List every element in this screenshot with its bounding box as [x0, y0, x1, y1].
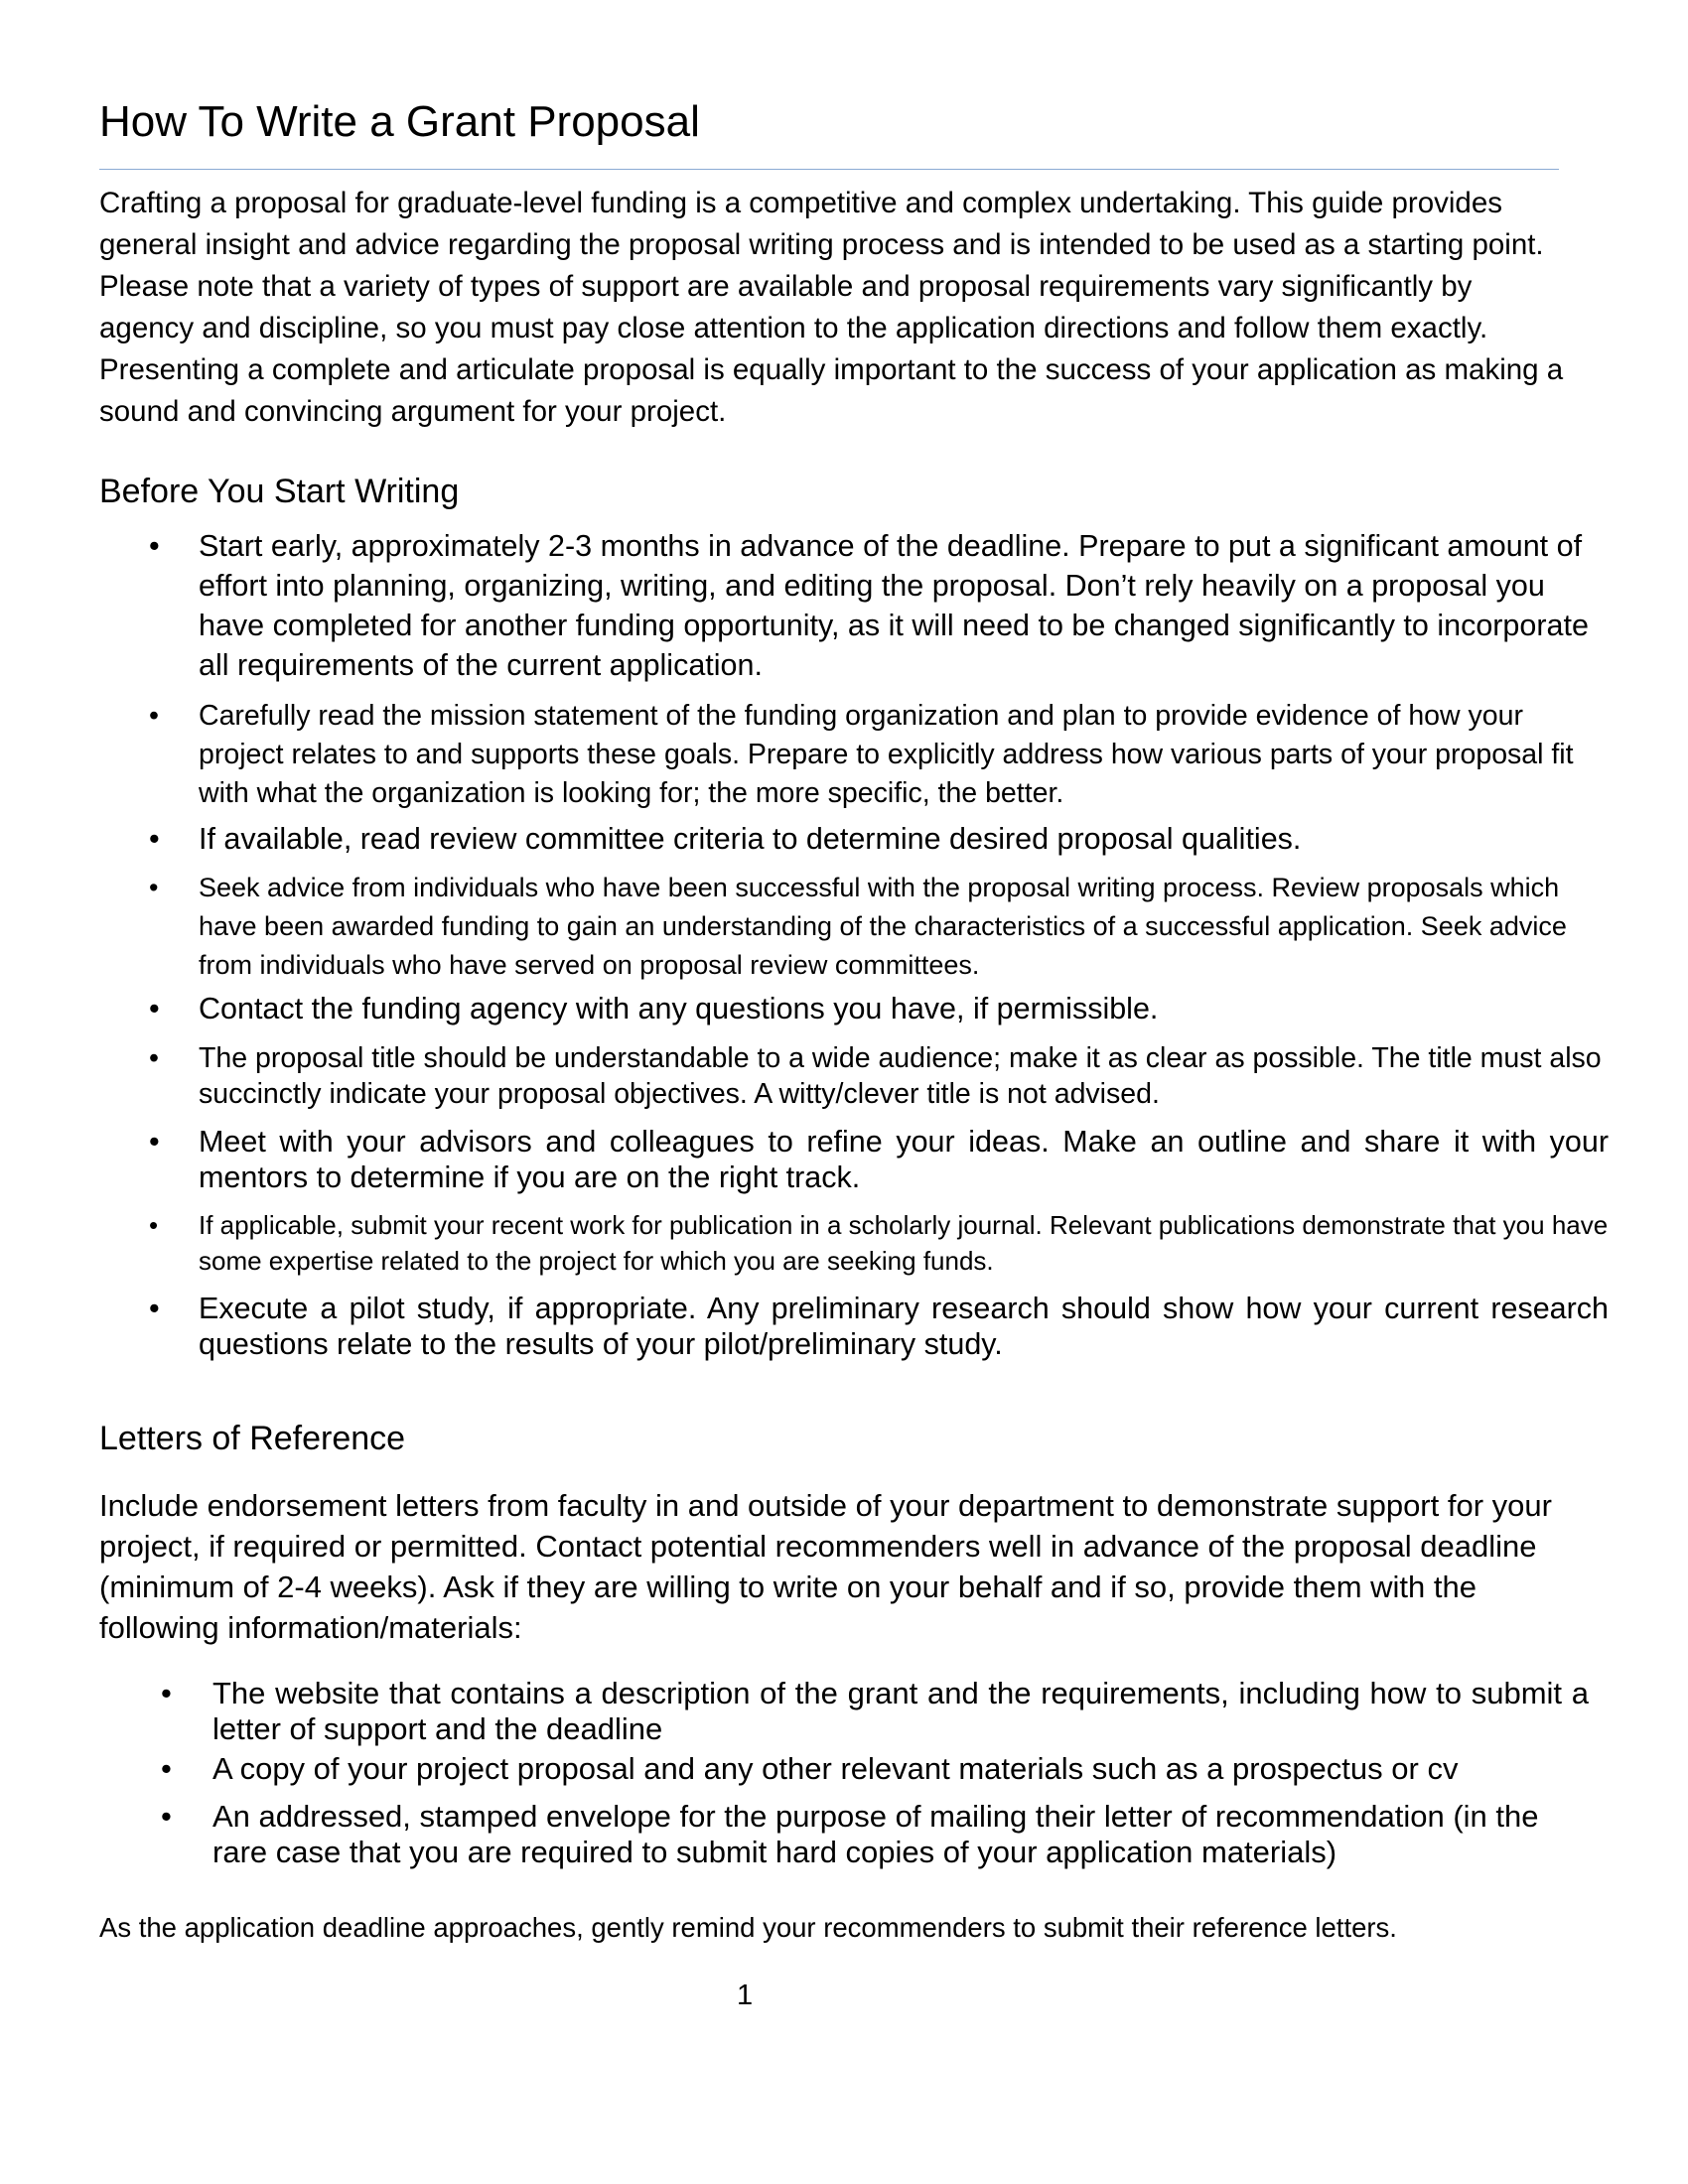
list-item: [99, 697, 1609, 813]
bullet-icon: •: [149, 1042, 159, 1074]
page-number: 1: [737, 1979, 754, 2011]
intro-paragraph: Crafting a proposal for graduate-level funding is a competitive and complex undertaking. This guide provides general insight and advice regarding the proposal writing process and is intended to be used as a starting point. Please note that a variety of types of support are available and proposal requirements vary significantly by agency and discipline, so you must pay close attention to the application directions and follow them exactly. Presenting a complete and articulate proposal is equally important to the success of your application as making a sound and convincing argument for your project.: [99, 187, 1564, 428]
before-you-start-list: [99, 526, 1609, 1374]
list-item-text: Execute a pilot study, if appropriate. Any preliminary research should show how your current research questions relate to the results of your pilot/preliminary study.: [199, 1292, 1609, 1361]
letters-paragraph: Include endorsement letters from faculty in and outside of your department to demonstrate support for your project, if required or permitted. Contact potential recommenders well in advance of the proposal deadline (minimum of 2-4 weeks). Ask if they are willing to write on your behalf and if so, provide them with the following information/materials:: [99, 1488, 1552, 1645]
bullet-icon: •: [149, 1125, 160, 1159]
list-item-text: Meet with your advisors and colleagues to refine your ideas. Make an outline and share it with your mentors to determine if you are on the right track.: [199, 1125, 1609, 1194]
list-item-text: If applicable, submit your recent work for publication in a scholarly journal. Relevant publications demonstrate that you have some expertise related to the project for which you are seeking funds.: [199, 1210, 1609, 1276]
list-item-text: The proposal title should be understandable to a wide audience; make it as clear as possible. The title must also succinctly indicate your proposal objectives. A witty/clever title is not advised.: [199, 1042, 1602, 1110]
closing-paragraph: As the application deadline approaches, gently remind your recommenders to submit their reference letters.: [99, 1912, 1397, 1943]
list-item-text: The website that contains a description of the grant and the requirements, including how to submit a letter of support and the deadline: [212, 1676, 1589, 1746]
bullet-icon: •: [149, 873, 159, 902]
list-item-text: A copy of your project proposal and any other relevant materials such as a prospectus or cv: [212, 1751, 1459, 1786]
list-item: [99, 526, 1609, 685]
letters-list: [99, 1676, 1589, 1870]
list-item-text: Contact the funding agency with any questions you have, if permissible.: [199, 992, 1159, 1025]
list-item: [99, 1676, 1589, 1747]
bullet-icon: •: [149, 529, 160, 563]
list-item: [99, 1040, 1609, 1112]
list-item-text: Seek advice from individuals who have been successful with the proposal writing process. Review proposals which have been awarded funding to gain an understanding of the characteristics of a successful application. Seek advice from individuals who have served on proposal review committees.: [199, 873, 1567, 980]
bullet-icon: •: [161, 1799, 172, 1834]
list-item-text: If available, read review committee criteria to determine desired proposal qualities.: [199, 822, 1302, 856]
bullet-icon: •: [149, 992, 160, 1025]
list-item: [99, 1207, 1609, 1279]
list-item-text: Start early, approximately 2-3 months in advance of the deadline. Prepare to put a significant amount of effort into planning, organizing, writing, and editing the proposal. Don’t rely heavily on a proposal you have completed for another funding opportunity, as it will need to be changed significantly to incorporate all requirements of the current application.: [199, 529, 1589, 682]
list-item: [99, 819, 1609, 859]
section-heading-letters-of-reference: Letters of Reference: [99, 1420, 406, 1457]
section-heading-before-you-start: Before You Start Writing: [99, 473, 460, 510]
list-item: [99, 1291, 1609, 1362]
page-title: How To Write a Grant Proposal: [99, 97, 700, 146]
bullet-icon: •: [149, 1210, 159, 1240]
list-item: [99, 1751, 1589, 1787]
list-item: [99, 1124, 1609, 1195]
bullet-icon: •: [149, 822, 160, 856]
list-item-text: Carefully read the mission statement of the funding organization and plan to provide evidence of how your project relates to and supports these goals. Prepare to explicitly address how various parts of your proposal fit with what the organization is looking for; the more specific, the better.: [199, 700, 1574, 809]
bullet-icon: •: [161, 1751, 172, 1786]
list-item-text: An addressed, stamped envelope for the purpose of mailing their letter of recommendation (in the rare case that you are required to submit hard copies of your application materials): [212, 1799, 1539, 1869]
bullet-icon: •: [149, 700, 159, 732]
list-item: [99, 989, 1609, 1028]
bullet-icon: •: [161, 1676, 172, 1710]
bullet-icon: •: [149, 1292, 160, 1325]
list-item: [99, 1799, 1589, 1870]
list-item: [99, 869, 1609, 985]
title-divider: [99, 169, 1559, 170]
